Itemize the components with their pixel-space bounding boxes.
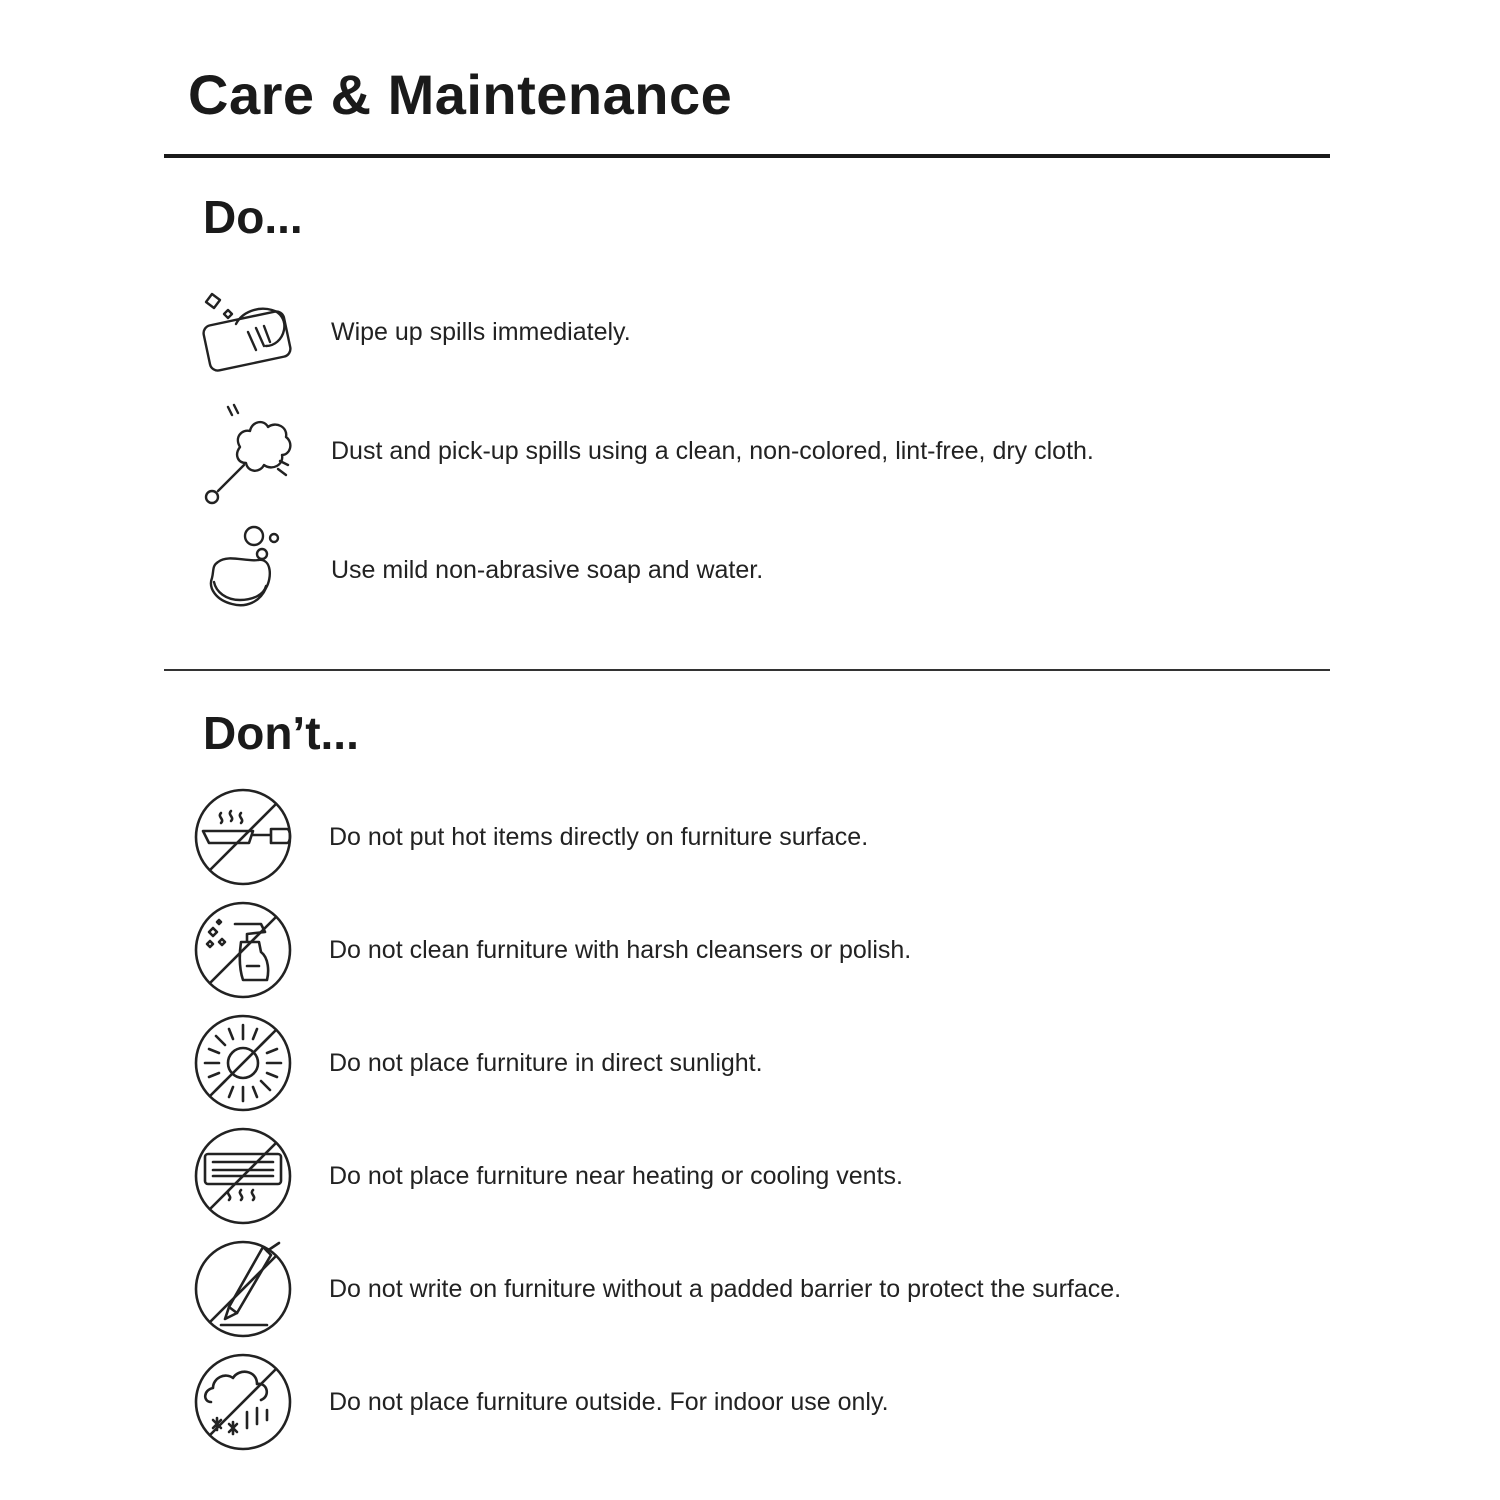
do-item (0, 522, 1500, 632)
dont-item (0, 1011, 1500, 1121)
hand-wiping-icon (196, 284, 300, 388)
section-divider (164, 669, 1330, 671)
dont-item-text: Do not clean furniture with harsh cleansers or polish. (329, 936, 912, 964)
dont-item-text: Do not place furniture near heating or cooling vents. (329, 1162, 903, 1190)
dont-item (0, 898, 1500, 1008)
no-outdoor-weather-icon (191, 1350, 295, 1454)
no-writing-pen-icon (191, 1237, 295, 1341)
dont-item-text: Do not write on furniture without a padded barrier to protect the surface. (329, 1275, 1122, 1303)
dont-item-text: Do not place furniture outside. For indoor use only. (329, 1388, 889, 1416)
dont-item (0, 1350, 1500, 1460)
soap-bubbles-icon (196, 522, 300, 626)
title-divider (164, 154, 1330, 158)
dont-item (0, 785, 1500, 895)
do-heading: Do... (203, 191, 303, 243)
do-item-text: Dust and pick-up spills using a clean, non-colored, lint-free, dry cloth. (331, 437, 1094, 465)
dont-item-text: Do not put hot items directly on furniture surface. (329, 823, 869, 851)
page-title: Care & Maintenance (188, 63, 733, 126)
no-spray-cleaner-icon (191, 898, 295, 1002)
dont-item-text: Do not place furniture in direct sunlight. (329, 1049, 763, 1077)
no-sunlight-icon (191, 1011, 295, 1115)
feather-duster-icon (196, 403, 300, 507)
do-item-text: Use mild non-abrasive soap and water. (331, 556, 764, 584)
dont-item (0, 1124, 1500, 1234)
do-item (0, 284, 1500, 394)
do-item (0, 403, 1500, 513)
dont-heading: Don’t... (203, 707, 359, 759)
do-item-text: Wipe up spills immediately. (331, 318, 631, 346)
no-air-vent-icon (191, 1124, 295, 1228)
dont-item (0, 1237, 1500, 1347)
no-hot-pan-icon (191, 785, 295, 889)
